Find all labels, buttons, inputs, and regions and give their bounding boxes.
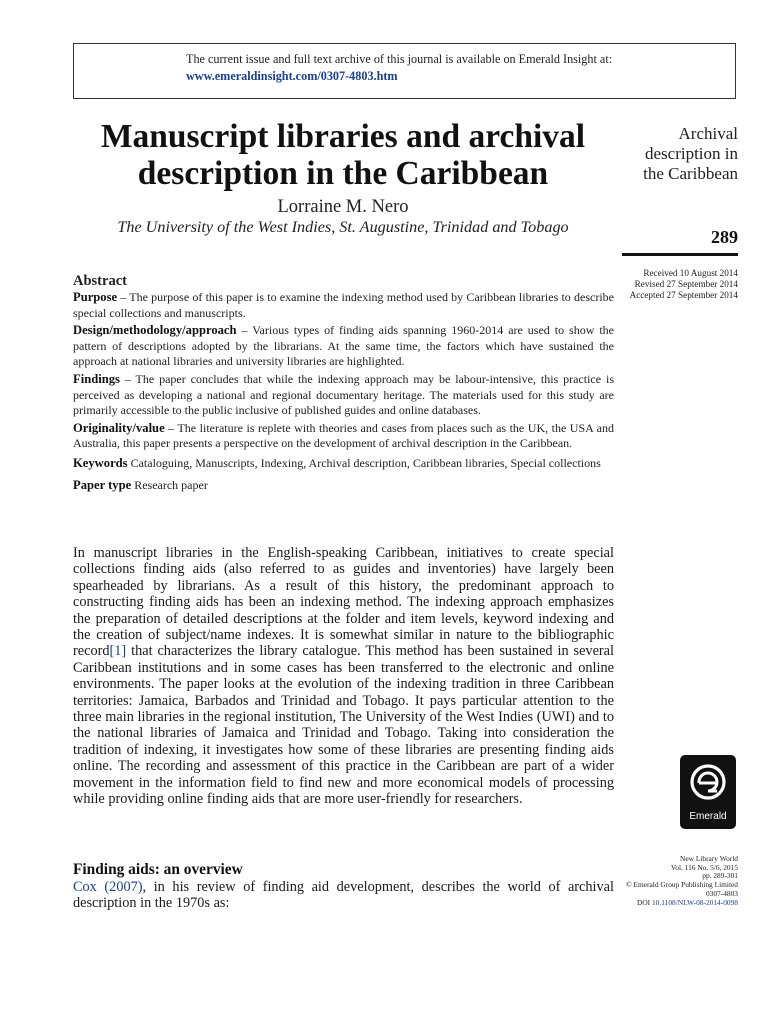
- abstract-text: – The paper concludes that while the indexing approach may be labour-intensive, this practice is perceived as developing a national and regional documentary heritage. The materials used for this study are primarily accessible to the public inclusive of published guides and online databases.: [73, 371, 614, 418]
- abstract-originality: [73, 421, 614, 452]
- emerald-logo-icon: [688, 761, 728, 807]
- running-head-line: the Caribbean: [643, 164, 738, 183]
- margin-rule: [622, 253, 738, 256]
- body-paragraph: [73, 545, 614, 808]
- journal-name: New Library World: [680, 854, 738, 863]
- abstract-findings: [73, 372, 614, 419]
- paragraph-text: In manuscript libraries in the English-speaking Caribbean, initiatives to create special collections finding aids (also referred to as guides and inventories) have largely been spearheaded by librarians. As a result of this history, the predominant approach to constructing finding aids has been an indexing method. The indexing approach emphasizes the preparation of detailed descriptions at the folder and item levels, keyword indexing and the creation of subject/name indexes. It is somewhat similar in nature to the bibliographic record: [73, 545, 614, 660]
- copyright: © Emerald Group Publishing Limited: [626, 880, 738, 890]
- volume-info: Vol. 116 No. 5/6, 2015: [670, 862, 738, 872]
- emerald-logo-word: Emerald: [689, 811, 727, 822]
- body-text: [73, 545, 614, 808]
- abstract-design: [73, 323, 614, 370]
- section-heading: Finding aids: an overview: [73, 861, 243, 878]
- publication-info: [612, 855, 738, 907]
- body-paragraph: [73, 879, 614, 912]
- abstract-label: Findings: [73, 371, 120, 386]
- abstract-text: – Various types of finding aids spanning 1960-2014 are used to show the pattern of descriptions adopted by the librarians. At the same time, the factors which have sustained the approach at national libraries and university libraries are highlighted.: [73, 323, 614, 369]
- abstract-text: – The purpose of this paper is to examine the indexing method used by Caribbean libraries to describe special collections and manuscripts.: [73, 290, 614, 320]
- running-head-line: description in: [644, 144, 738, 163]
- running-head: [615, 124, 738, 184]
- paper-type-label: Paper type: [73, 477, 132, 492]
- abstract-label: Design/methodology/approach: [73, 323, 237, 338]
- abstract-text: – The literature is replete with theories and cases from places such as the UK, the USA and Australia, this paper presents a perspective on the development of archival description in the Caribbean.: [73, 420, 614, 451]
- article-history: [612, 268, 738, 301]
- accepted-date: Accepted 27 September 2014: [629, 290, 738, 300]
- body-text-2: [73, 879, 614, 912]
- abstract: [73, 272, 614, 495]
- paper-type-text: Research paper: [134, 477, 208, 492]
- revised-date: Revised 27 September 2014: [634, 279, 738, 289]
- keywords-text: Cataloguing, Manuscripts, Indexing, Archival description, Caribbean libraries, Special collections: [130, 455, 601, 470]
- footnote-ref-link[interactable]: [1]: [109, 643, 127, 660]
- journal-notice-box: [73, 43, 736, 99]
- doi: [612, 899, 738, 908]
- author-name: Lorraine M. Nero: [277, 197, 409, 217]
- issn: 0307-4803: [705, 888, 738, 898]
- abstract-heading: Abstract: [73, 273, 127, 289]
- page-number: 289: [711, 227, 738, 247]
- keywords-label: Keywords: [73, 455, 128, 470]
- paper-type: [73, 478, 614, 494]
- paragraph-text: , in his review of finding aid development, describes the world of archival description in the 1970s as:: [73, 879, 614, 912]
- abstract-purpose: [73, 290, 614, 321]
- keywords: [73, 456, 614, 472]
- emerald-logo: [680, 755, 736, 829]
- running-head-line: Archival: [678, 124, 738, 143]
- abstract-label: Originality/value: [73, 420, 165, 435]
- notice-text: The current issue and full text archive of this journal is available on Emerald Insight at:: [186, 52, 613, 66]
- paragraph-text: that characterizes the library catalogue. This method has been sustained in several Caribbean institutions and in some cases has been transferred to the electronic and online environments. The paper looks at the evolution of the indexing tradition in three Caribbean territories: Jamaica, Barbados and Trinidad and Tobago. It pays particular attention to the three main libraries in the regional institution, The University of the West Indies (UWI) and to the national libraries of Jamaica and Trinidad and Tobago. Taking into consideration the tradition of indexing, it investigates how some of these libraries are presenting finding aids online. The recording and assessment of this practice in the Caribbean are part of a wider movement in the information field to find new and more economical models of processing while providing online finding aids that are more user-friendly for researchers.: [73, 643, 614, 808]
- doi-link[interactable]: 10.1108/NLW-08-2014-0098: [651, 897, 738, 907]
- received-date: Received 10 August 2014: [643, 268, 738, 278]
- doi-label: DOI: [636, 897, 651, 907]
- notice-url-link[interactable]: www.emeraldinsight.com/0307-4803.htm: [186, 69, 398, 83]
- article-title: Manuscript libraries and archival description in the Caribbean: [100, 118, 586, 192]
- author-affiliation: The University of the West Indies, St. Augustine, Trinidad and Tobago: [117, 218, 569, 236]
- page-range: pp. 289-301: [702, 871, 738, 881]
- citation-link[interactable]: Cox (2007): [73, 879, 143, 895]
- abstract-label: Purpose: [73, 290, 118, 304]
